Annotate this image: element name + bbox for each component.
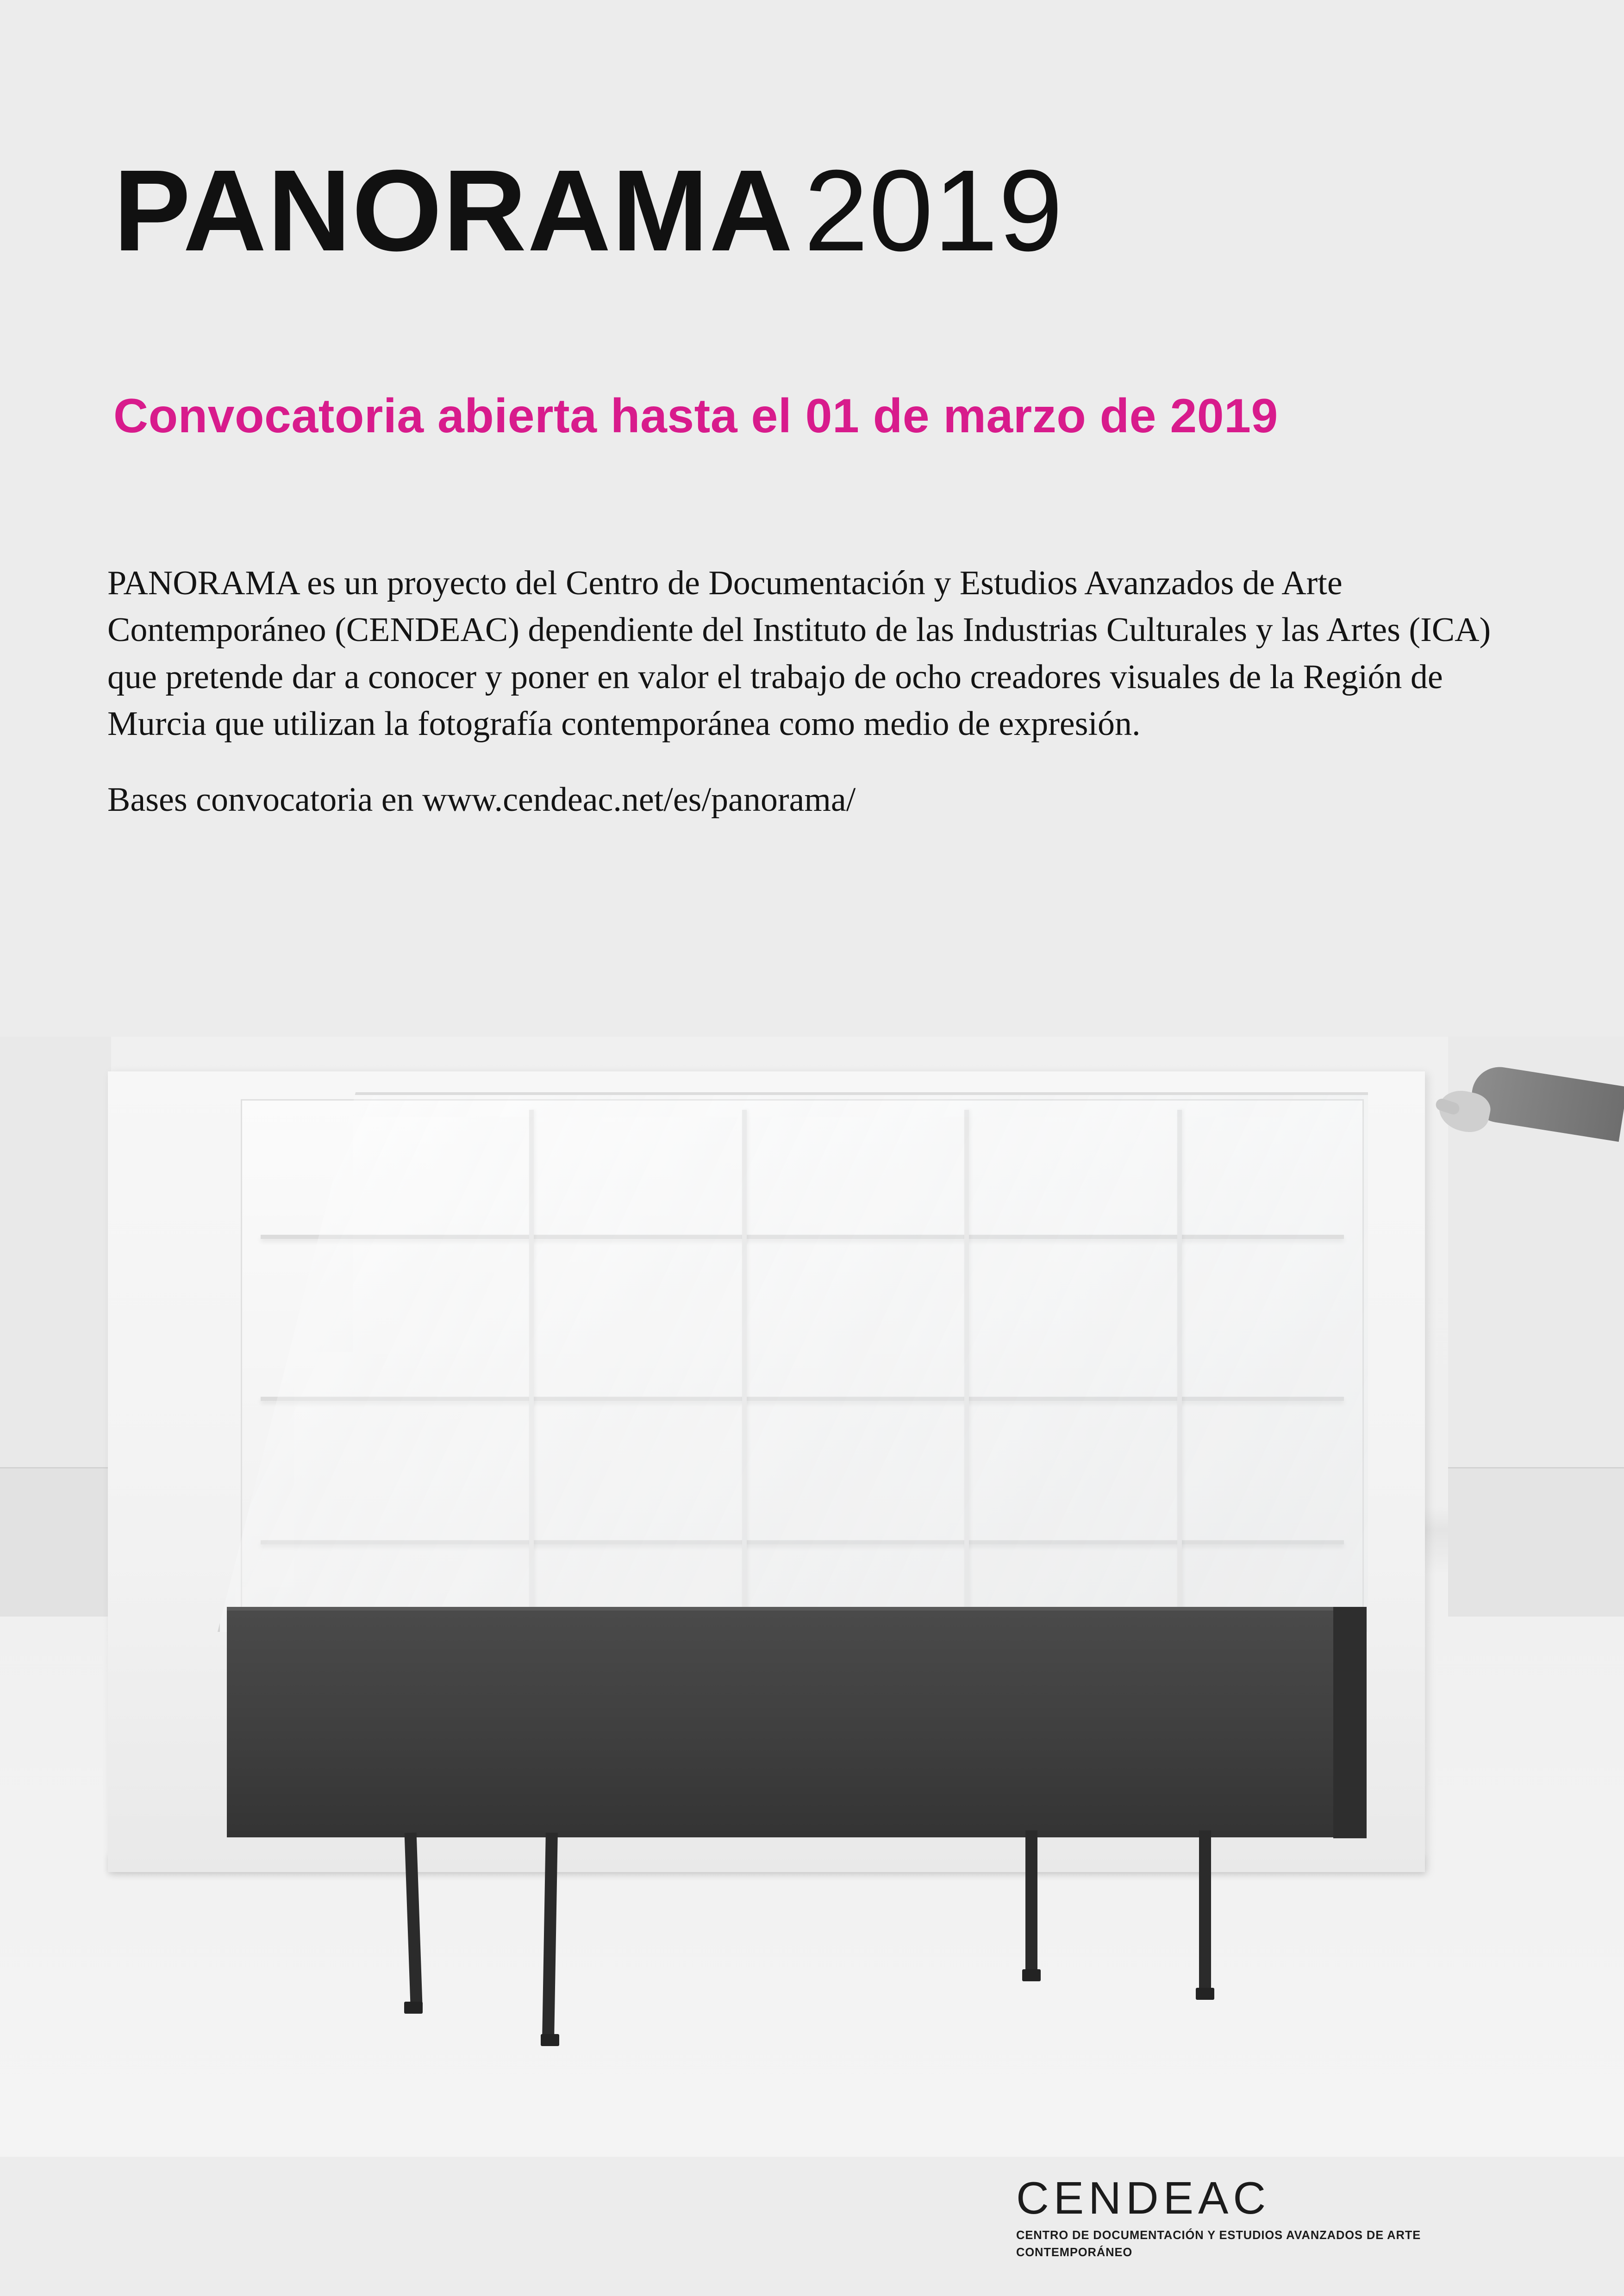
display-case-leg — [1199, 1830, 1211, 1990]
photo-baseboard-right — [1448, 1467, 1624, 1617]
body-copy — [107, 560, 1501, 823]
display-case-plinth — [227, 1611, 1366, 1837]
poster-photograph — [0, 1037, 1624, 2157]
display-case-leg-foot — [404, 2002, 423, 2014]
title-year: 2019 — [804, 146, 1063, 275]
page-title — [113, 146, 1502, 275]
photo-baseboard-left — [0, 1467, 111, 1617]
cendeac-logo — [1016, 2172, 1544, 2261]
main-title-line — [113, 146, 1502, 275]
subtitle-deadline: Convocatoria abierta hasta el 01 de marzo de 2019 — [113, 389, 1278, 443]
cendeac-wordmark: CENDEAC — [1016, 2172, 1271, 2223]
display-case-leg-foot — [541, 2034, 559, 2046]
display-case-plinth-side — [1333, 1607, 1367, 1838]
display-case-leg — [1025, 1830, 1037, 1972]
photo-wall-left — [0, 1037, 111, 1504]
body-paragraph-1: PANORAMA es un proyecto del Centro de Documentación y Estudios Avanzados de Arte Contemporáneo (CENDEAC) dependiente del Instituto de las Industrias Culturales y las Artes (ICA) que pretende dar a conocer y poner en valor el trabajo de ocho creadores visuales de la Región de Murcia que utilizan la fotografía contemporánea como medio de expresión. — [107, 564, 1491, 743]
display-case-leg-foot — [1022, 1969, 1041, 1981]
display-case-leg-foot — [1196, 1988, 1214, 2000]
title-word: PANORAMA — [113, 146, 794, 275]
display-case-glass — [218, 1092, 1368, 1632]
cendeac-tagline: CENTRO DE DOCUMENTACIÓN Y ESTUDIOS AVANZADOS DE ARTE CONTEMPORÁNEO — [1016, 2229, 1421, 2259]
body-paragraph-2: Bases convocatoria en www.cendeac.net/es/panorama/ — [107, 780, 856, 819]
